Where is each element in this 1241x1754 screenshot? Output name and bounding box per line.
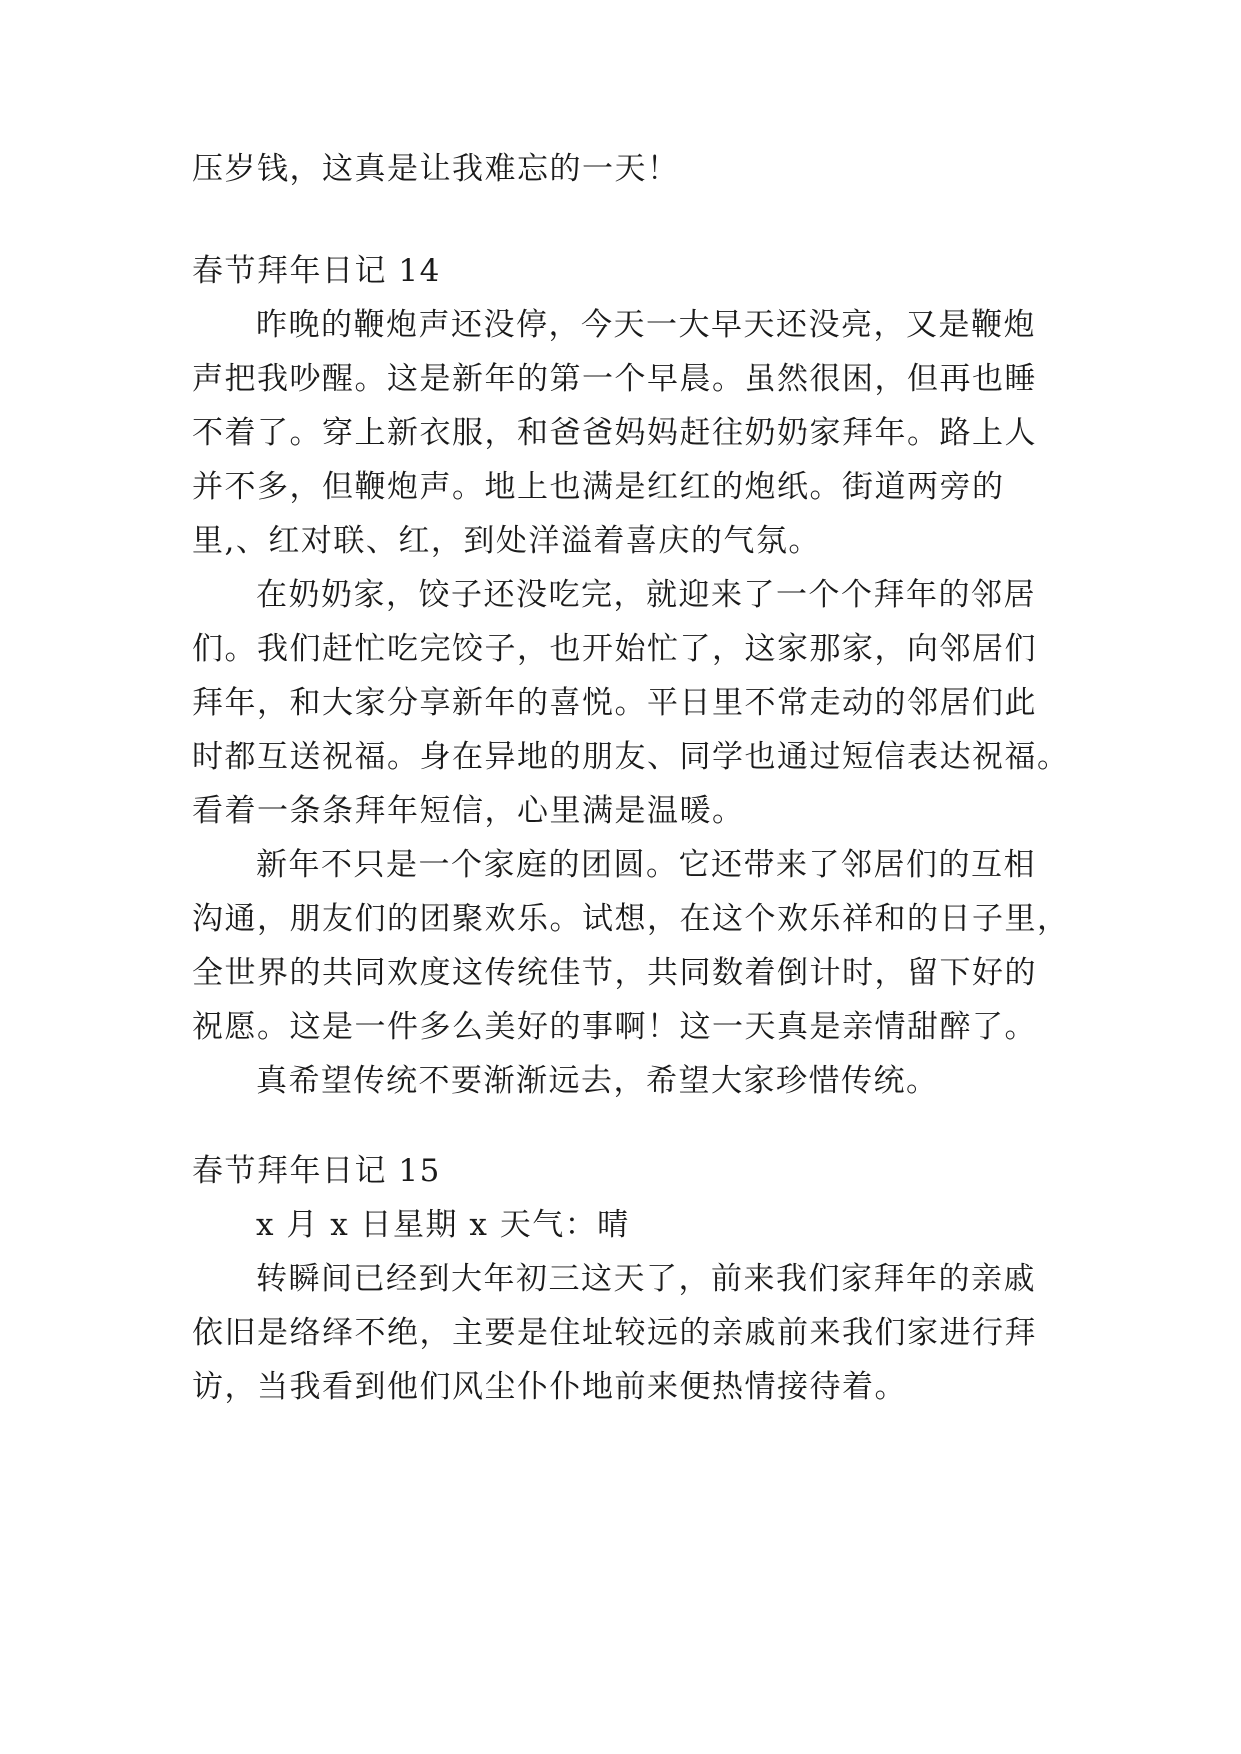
- entry-title: 春节拜年日记 14: [192, 253, 441, 289]
- text-line: 拜年，和大家分享新年的喜悦。平日里不常走动的邻居们此: [192, 685, 1037, 721]
- text-line: 声把我吵醒。这是新年的第一个早晨。虽然很困，但再也睡: [192, 361, 1037, 397]
- text-line: 祝愿。这是一件多么美好的事啊！这一天真是亲情甜醉了。: [192, 1009, 1037, 1045]
- text-line: 真希望传统不要渐渐远去，希望大家珍惜传统。: [256, 1063, 939, 1099]
- text-line: 们。我们赶忙吃完饺子，也开始忙了，这家那家，向邻居们: [192, 631, 1037, 667]
- text-line: 转瞬间已经到大年初三这天了，前来我们家拜年的亲戚: [256, 1261, 1036, 1297]
- text-line: 在奶奶家，饺子还没吃完，就迎来了一个个拜年的邻居: [256, 577, 1036, 613]
- text-line: 新年不只是一个家庭的团圆。它还带来了邻居们的互相: [256, 847, 1036, 883]
- text-line: 依旧是络绎不绝，主要是住址较远的亲戚前来我们家进行拜: [192, 1315, 1037, 1351]
- text-line: 里,、红对联、红，到处洋溢着喜庆的气氛。: [192, 523, 821, 559]
- entry-title: 春节拜年日记 15: [192, 1153, 441, 1189]
- text-line: 不着了。穿上新衣服，和爸爸妈妈赶往奶奶家拜年。路上人: [192, 415, 1037, 451]
- date-weather-line: x 月 x 日星期 x 天气：晴: [256, 1207, 630, 1243]
- text-line: 压岁钱，这真是让我难忘的一天！: [192, 151, 680, 187]
- text-line: 全世界的共同欢度这传统佳节，共同数着倒计时，留下好的: [192, 955, 1037, 991]
- text-line: 访，当我看到他们风尘仆仆地前来便热情接待着。: [192, 1369, 907, 1405]
- text-line: 沟通，朋友们的团聚欢乐。试想，在这个欢乐祥和的日子里，: [192, 901, 1070, 937]
- text-line: 昨晚的鞭炮声还没停，今天一大早天还没亮，又是鞭炮: [256, 307, 1036, 343]
- text-line: 时都互送祝福。身在异地的朋友、同学也通过短信表达祝福。: [192, 739, 1070, 775]
- text-line: 并不多，但鞭炮声。地上也满是红红的炮纸。街道两旁的: [192, 469, 1005, 505]
- text-line: 看着一条条拜年短信，心里满是温暖。: [192, 793, 745, 829]
